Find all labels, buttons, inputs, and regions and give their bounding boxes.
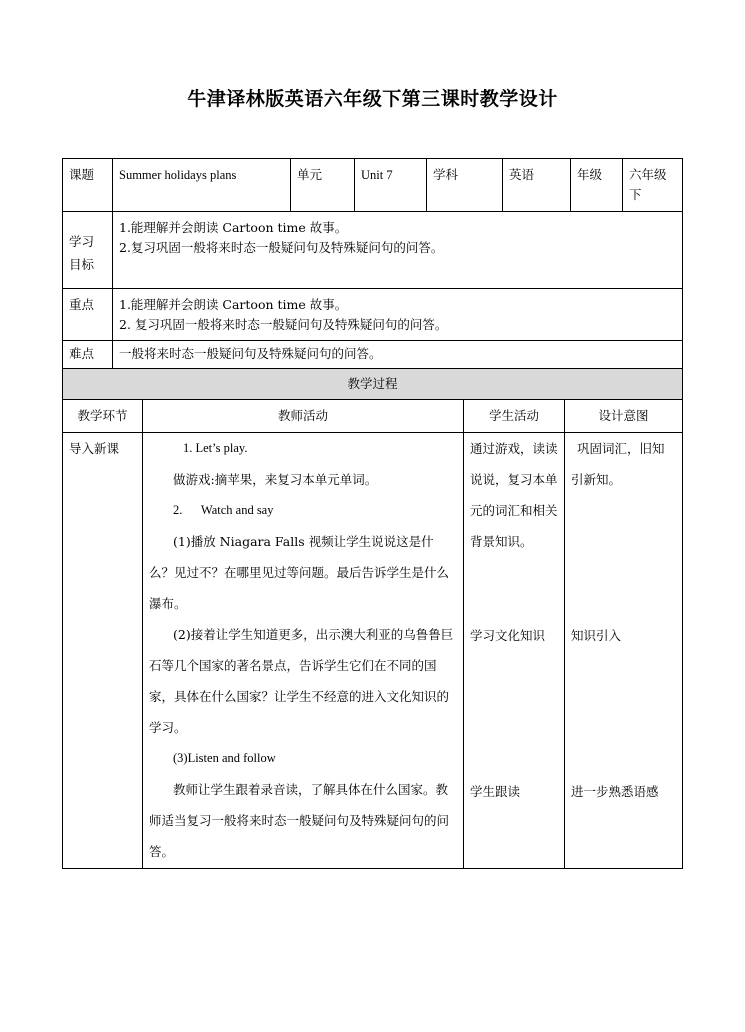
unit-value: Unit 7: [355, 159, 427, 212]
grade-label: 年级: [571, 159, 623, 212]
intent-step: 进一步熟悉语感: [571, 784, 659, 799]
key-content: [113, 289, 683, 341]
student-activity-cell: [464, 433, 565, 869]
teacher-step: 1. Let’s play.: [183, 441, 248, 455]
key-item: 2. 复习巩固一般将来时态一般疑问句及特殊疑问句的问答。: [119, 317, 448, 332]
subject-value: 英语: [503, 159, 571, 212]
difficulty-label: 难点: [63, 341, 113, 369]
unit-label: 单元: [291, 159, 355, 212]
info-row-goals: [63, 212, 683, 289]
info-row-key: [63, 289, 683, 341]
info-row-difficulty: [63, 341, 683, 369]
topic-value: Summer holidays plans: [113, 159, 291, 212]
topic-label: 课题: [63, 159, 113, 212]
goals-label: [63, 212, 113, 289]
info-row-topic: [63, 159, 683, 212]
design-intent-cell: [565, 433, 683, 869]
process-heading: 教学过程: [63, 369, 683, 400]
lesson-info-table: [62, 158, 683, 369]
student-step: 学生跟读: [470, 784, 521, 799]
goals-label-text: 学习目标: [69, 234, 95, 272]
teacher-step: (1)播放 Niagara Falls 视频让学生说说这是什么？见过不？在哪里见过等问题。最后告诉学生是什么瀑布。: [149, 534, 450, 611]
process-heading-row: [63, 369, 683, 400]
process-row-intro: [63, 433, 683, 869]
goals-content: [113, 212, 683, 289]
teaching-process-table: [62, 368, 683, 869]
teacher-step: (3)Listen and follow: [173, 751, 276, 765]
teacher-activity-cell: [143, 433, 464, 869]
grade-value: 六年级下: [623, 159, 683, 212]
intent-step: 巩固词汇，旧知引新知。: [571, 441, 665, 487]
column-header: 学生活动: [464, 400, 565, 433]
teacher-step: (2)接着让学生知道更多，出示澳大利亚的乌鲁鲁巨石等几个国家的著名景点，告诉学生它们在不同的国家，具体在什么国家？让学生不经意的进入文化知识的学习。: [149, 627, 454, 735]
column-header: 教学环节: [63, 400, 143, 433]
goal-item: 2.复习巩固一般将来时态一般疑问句及特殊疑问句的问答。: [119, 240, 444, 255]
intent-step: 知识引入: [571, 628, 622, 643]
key-label: 重点: [63, 289, 113, 341]
teacher-step: 2. Watch and say: [173, 503, 274, 517]
student-step: 学习文化知识: [470, 628, 546, 643]
subject-label: 学科: [427, 159, 503, 212]
goal-item: 1.能理解并会朗读 Cartoon time 故事。: [119, 220, 348, 235]
column-header: 设计意图: [565, 400, 683, 433]
teacher-step: 教师让学生跟着录音读，了解具体在什么国家。教师适当复习一般将来时态一般疑问句及特殊疑问句的问答。: [149, 782, 450, 859]
process-header-row: [63, 400, 683, 433]
stage-cell: 导入新课: [63, 433, 143, 869]
teacher-step: 做游戏:摘苹果，来复习本单元单词。: [173, 472, 378, 487]
key-item: 1.能理解并会朗读 Cartoon time 故事。: [119, 297, 348, 312]
column-header: 教师活动: [143, 400, 464, 433]
document-title: 牛津译林版英语六年级下第三课时教学设计: [187, 88, 558, 110]
difficulty-value: 一般将来时态一般疑问句及特殊疑问句的问答。: [113, 341, 683, 369]
student-step: 通过游戏，读读说说，复习本单元的词汇和相关背景知识。: [470, 441, 558, 549]
